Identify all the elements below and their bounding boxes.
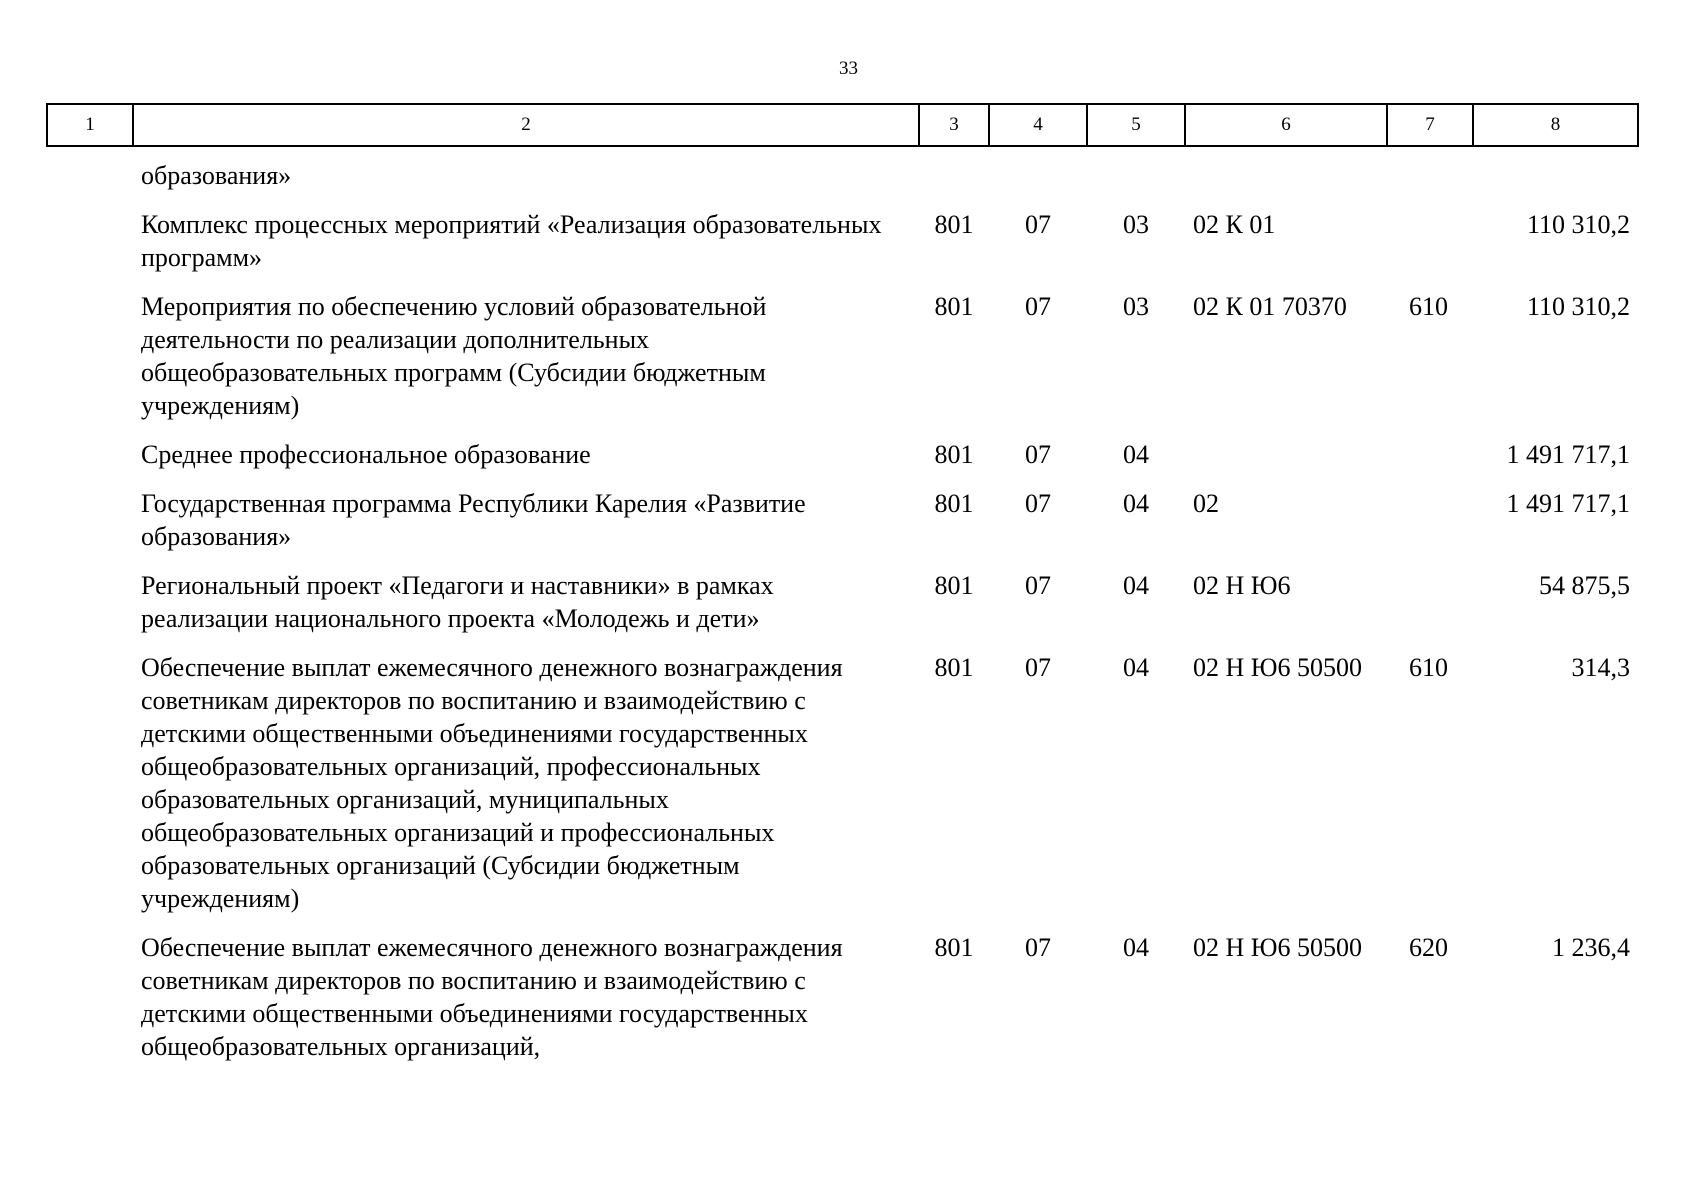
target-article-code: 02 Н Ю6 50500 <box>1193 933 1362 962</box>
target-article-code: 02 К 01 70370 <box>1193 292 1347 321</box>
expense-type-code: 610 <box>1409 292 1448 321</box>
budget-table <box>46 103 1639 1079</box>
expense-type-code <box>1387 569 1473 651</box>
subsection-code: 04 <box>1123 440 1149 469</box>
amount: 1 491 717,1 <box>1506 489 1630 518</box>
amount <box>1473 146 1638 208</box>
section-code: 07 <box>1025 440 1051 469</box>
target-article-code: 02 Н Ю6 <box>1193 571 1291 600</box>
target-article-code: 02 Н Ю6 50500 <box>1193 653 1362 682</box>
column-header-6: 6 <box>1185 104 1387 146</box>
department-code: 801 <box>934 571 974 600</box>
expense-type-code <box>1387 438 1473 487</box>
amount: 1 236,4 <box>1552 933 1630 962</box>
department-code: 801 <box>934 653 974 682</box>
column-number-header-row <box>47 104 1638 146</box>
amount: 110 310,2 <box>1526 210 1630 239</box>
target-article-code <box>1185 146 1387 208</box>
item-name: Обеспечение выплат ежемесячного денежного вознаграждения советникам директоров по воспитанию и взаимодействию с детскими общественными объединениями государственных общеобразовательных организаций, профессиональных образовательных организаций, муниципальных общеобразовательных организаций и профессиональных образовательных организаций (Субсидии бюджетным учреждениям) <box>141 653 843 913</box>
row-number-cell <box>47 438 133 487</box>
item-name: Государственная программа Республики Карелия «Развитие образования» <box>141 489 806 551</box>
table-row <box>47 651 1638 931</box>
row-number-cell <box>47 569 133 651</box>
expense-type-code <box>1387 487 1473 569</box>
item-name: Региональный проект «Педагоги и наставники» в рамках реализации национального проекта «Молодежь и дети» <box>141 571 774 633</box>
section-code: 07 <box>1025 933 1051 962</box>
item-name: Среднее профессиональное образование <box>141 440 591 469</box>
subsection-code: 04 <box>1123 653 1149 682</box>
row-number-cell <box>47 487 133 569</box>
page-number: 33 <box>839 58 858 79</box>
department-code: 801 <box>934 292 974 321</box>
subsection-code: 04 <box>1123 571 1149 600</box>
table-row <box>47 146 1638 208</box>
department-code: 801 <box>934 489 974 518</box>
column-header-7: 7 <box>1387 104 1473 146</box>
row-number-cell <box>47 208 133 290</box>
expense-type-code <box>1387 146 1473 208</box>
section-code <box>989 146 1087 208</box>
column-header-2: 2 <box>133 104 919 146</box>
subsection-code: 04 <box>1123 933 1149 962</box>
item-name: образования» <box>141 161 292 190</box>
department-code: 801 <box>934 933 974 962</box>
section-code: 07 <box>1025 571 1051 600</box>
table-row <box>47 569 1638 651</box>
row-number-cell <box>47 931 133 1079</box>
target-article-code <box>1185 438 1387 487</box>
department-code: 801 <box>934 440 974 469</box>
column-header-4: 4 <box>989 104 1087 146</box>
section-code: 07 <box>1025 653 1051 682</box>
item-name: Обеспечение выплат ежемесячного денежного вознаграждения советникам директоров по воспитанию и взаимодействию с детскими общественными объединениями государственных общеобразовательных организаций, <box>141 933 843 1061</box>
amount: 110 310,2 <box>1526 292 1630 321</box>
row-number-cell <box>47 290 133 438</box>
column-header-5: 5 <box>1087 104 1185 146</box>
item-name: Комплекс процессных мероприятий «Реализация образовательных программ» <box>141 210 882 272</box>
section-code: 07 <box>1025 489 1051 518</box>
table-row <box>47 438 1638 487</box>
section-code: 07 <box>1025 210 1051 239</box>
table-row <box>47 208 1638 290</box>
department-code: 801 <box>934 210 974 239</box>
subsection-code: 03 <box>1123 292 1149 321</box>
target-article-code: 02 К 01 <box>1193 210 1276 239</box>
section-code: 07 <box>1025 292 1051 321</box>
row-number-cell <box>47 146 133 208</box>
target-article-code: 02 <box>1193 489 1219 518</box>
expense-type-code <box>1387 208 1473 290</box>
amount: 54 875,5 <box>1539 571 1630 600</box>
column-header-8: 8 <box>1473 104 1638 146</box>
table-row <box>47 290 1638 438</box>
subsection-code: 03 <box>1123 210 1149 239</box>
department-code <box>919 146 989 208</box>
expense-type-code: 610 <box>1409 653 1448 682</box>
subsection-code <box>1087 146 1185 208</box>
row-number-cell <box>47 651 133 931</box>
column-header-3: 3 <box>919 104 989 146</box>
table-row <box>47 931 1638 1079</box>
subsection-code: 04 <box>1123 489 1149 518</box>
item-name: Мероприятия по обеспечению условий образовательной деятельности по реализации дополнительных общеобразовательных программ (Субсидии бюджетным учреждениям) <box>141 292 767 420</box>
expense-type-code: 620 <box>1409 933 1448 962</box>
table-row <box>47 487 1638 569</box>
amount: 314,3 <box>1571 653 1630 682</box>
amount: 1 491 717,1 <box>1506 440 1630 469</box>
column-header-1: 1 <box>47 104 133 146</box>
